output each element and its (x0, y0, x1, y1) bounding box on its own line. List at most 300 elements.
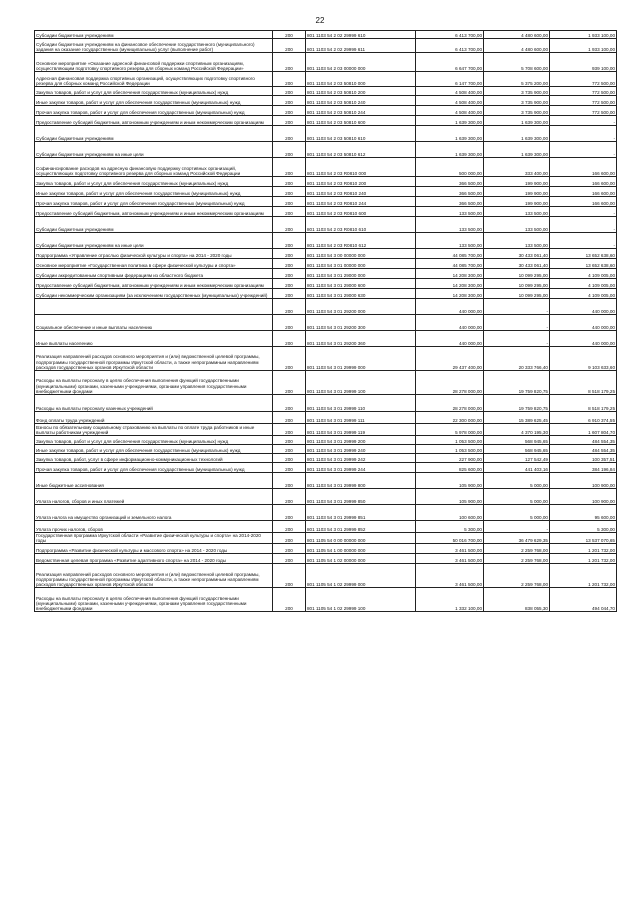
row-code-cell: 200 (273, 412, 306, 424)
row-plan-cell: 28 278 000,00 (416, 371, 484, 395)
table-row (35, 554, 617, 564)
row-code-cell: 200 (273, 39, 306, 53)
row-plan-cell: 44 085 700,00 (416, 259, 484, 269)
row-executed-cell: 10 099 295,00 (484, 269, 550, 279)
row-remaining-cell: 100 900,00 (550, 489, 617, 505)
row-remaining-cell: 5 300,00 (550, 521, 617, 533)
row-code-cell: 200 (273, 331, 306, 347)
row-plan-cell: 6 413 700,00 (416, 39, 484, 53)
row-executed-cell: 333 400,00 (484, 158, 550, 177)
row-plan-cell: 1 053 500,00 (416, 436, 484, 445)
table-row (35, 424, 617, 436)
row-plan-cell: 3 461 500,00 (416, 564, 484, 588)
row-executed-cell: - (484, 331, 550, 347)
row-name-cell: Предоставление субсидий бюджетным, автономным учреждениям и иным некоммерческим организациям (35, 116, 273, 126)
row-kbk-cell: 801 1103 54 3 01 29999 240 (306, 445, 416, 454)
row-executed-cell: 1 639 300,00 (484, 126, 550, 142)
budget-execution-table (34, 30, 617, 612)
table-row (35, 347, 617, 371)
table-row (35, 249, 617, 259)
row-code-cell: 200 (273, 233, 306, 249)
row-kbk-cell: 801 1103 54 3 01 29200 300 (306, 315, 416, 331)
table-row (35, 289, 617, 299)
row-executed-cell: - (484, 315, 550, 331)
row-plan-cell: 50 016 700,00 (416, 533, 484, 544)
row-name-cell: Государственная программа Иркутской области «Развитие физической культуры и спорта» на 2014-2020 годы (35, 533, 273, 544)
row-name-cell: Иные закупки товаров, работ и услуг для обеспечения государственных (муниципальных) нужд (35, 187, 273, 197)
row-remaining-cell: 166 600,00 (550, 158, 617, 177)
row-remaining-cell: 166 600,00 (550, 177, 617, 187)
page-number: 22 (315, 16, 325, 25)
row-kbk-cell: 801 1103 54 2 03 50810 240 (306, 96, 416, 106)
table-row (35, 505, 617, 521)
row-name-cell: Основное мероприятие «Государственная политика в сфере физической культуры и спорта» (35, 259, 273, 269)
row-kbk-cell: 801 1103 54 2 02 29999 611 (306, 39, 416, 53)
table-row (35, 454, 617, 463)
row-executed-cell: 4 480 600,00 (484, 39, 550, 53)
row-remaining-cell: - (550, 116, 617, 126)
row-plan-cell: 1 639 300,00 (416, 142, 484, 158)
row-remaining-cell: 440 000,00 (550, 299, 617, 315)
row-kbk-cell: 801 1103 54 3 01 29999 110 (306, 395, 416, 412)
table-row (35, 187, 617, 197)
row-kbk-cell: 801 1103 54 2 03 R0810 600 (306, 207, 416, 217)
row-remaining-cell: - (550, 142, 617, 158)
row-code-cell: 200 (273, 289, 306, 299)
row-kbk-cell: 801 1103 54 2 02 29999 610 (306, 31, 416, 39)
row-kbk-cell: 801 1103 54 2 03 50810 000 (306, 72, 416, 87)
row-remaining-cell: 484 554,35 (550, 445, 617, 454)
row-remaining-cell: - (550, 207, 617, 217)
row-code-cell: 200 (273, 142, 306, 158)
row-name-cell: Субсидии некоммерческим организациям (за исключением государственных (муниципальных) учреждений) (35, 289, 273, 299)
row-executed-cell: - (484, 299, 550, 315)
row-code-cell: 200 (273, 544, 306, 554)
row-plan-cell: 440 000,00 (416, 299, 484, 315)
row-code-cell: 200 (273, 554, 306, 564)
row-remaining-cell: - (550, 126, 617, 142)
row-remaining-cell: 4 109 005,00 (550, 289, 617, 299)
table-row (35, 544, 617, 554)
row-name-cell: Расходы на выплаты персоналу в целях обеспечения выполнения функций государственными (муниципальными) органами, казенными учреждениями, органами управления государственными внебюджетными фондами (35, 371, 273, 395)
row-code-cell: 200 (273, 521, 306, 533)
table-row (35, 533, 617, 544)
row-kbk-cell: 801 1103 54 2 03 R0810 610 (306, 217, 416, 233)
row-kbk-cell: 801 1103 54 3 01 29200 000 (306, 299, 416, 315)
table-row (35, 72, 617, 87)
table-row (35, 197, 617, 207)
row-remaining-cell: 772 500,00 (550, 96, 617, 106)
table-row (35, 521, 617, 533)
row-executed-cell: 19 759 820,75 (484, 371, 550, 395)
row-name-cell: Закупка товаров, работ и услуг для обеспечения государственных (муниципальных) нужд (35, 177, 273, 187)
row-executed-cell: 2 259 768,00 (484, 544, 550, 554)
row-kbk-cell: 801 1103 54 2 03 R0810 244 (306, 197, 416, 207)
table-row (35, 233, 617, 249)
table-row (35, 158, 617, 177)
row-plan-cell: 6 413 700,00 (416, 31, 484, 39)
table-row (35, 177, 617, 187)
row-code-cell: 200 (273, 53, 306, 72)
table-row (35, 53, 617, 72)
row-executed-cell: 441 403,16 (484, 463, 550, 473)
row-remaining-cell: 1 933 100,00 (550, 39, 617, 53)
row-name-cell: Социальное обеспечение и иные выплаты населению (35, 315, 273, 331)
row-remaining-cell: 440 000,00 (550, 315, 617, 331)
row-kbk-cell: 801 1103 54 3 01 29999 119 (306, 424, 416, 436)
row-kbk-cell: 801 1103 54 3 01 29999 242 (306, 454, 416, 463)
row-executed-cell: 3 735 900,00 (484, 96, 550, 106)
row-plan-cell: 227 900,00 (416, 454, 484, 463)
row-code-cell: 200 (273, 505, 306, 521)
row-plan-cell: 22 300 000,00 (416, 412, 484, 424)
row-remaining-cell: 4 109 005,00 (550, 269, 617, 279)
row-name-cell: Прочая закупка товаров, работ и услуг для обеспечения государственных (муниципальных) нужд (35, 463, 273, 473)
row-kbk-cell: 801 1103 54 3 01 29200 360 (306, 331, 416, 347)
row-code-cell: 200 (273, 299, 306, 315)
row-executed-cell: 30 433 061,40 (484, 259, 550, 269)
row-kbk-cell: 801 1103 54 3 01 29000 600 (306, 279, 416, 289)
row-plan-cell: 366 500,00 (416, 197, 484, 207)
row-code-cell: 200 (273, 473, 306, 489)
table-row (35, 126, 617, 142)
row-kbk-cell: 801 1103 54 3 01 29999 800 (306, 473, 416, 489)
row-kbk-cell: 801 1103 54 3 00 00000 000 (306, 249, 416, 259)
table-row (35, 331, 617, 347)
row-executed-cell: 4 370 195,30 (484, 424, 550, 436)
row-code-cell: 200 (273, 31, 306, 39)
row-executed-cell: - (484, 521, 550, 533)
row-code-cell: 200 (273, 489, 306, 505)
row-kbk-cell: 801 1103 54 3 01 29999 851 (306, 505, 416, 521)
table-row (35, 269, 617, 279)
row-executed-cell: 133 500,00 (484, 233, 550, 249)
row-kbk-cell: 801 1105 54 1 02 29999 100 (306, 588, 416, 612)
row-remaining-cell: 1 607 804,70 (550, 424, 617, 436)
row-name-cell: Субсидии бюджетным учреждениям (35, 126, 273, 142)
row-kbk-cell: 801 1103 54 3 01 29999 200 (306, 436, 416, 445)
row-name-cell: Субсидии аккредитованным спортивным федерациям из областного бюджета (35, 269, 273, 279)
row-remaining-cell: 100 900,00 (550, 473, 617, 489)
row-name-cell: Подпрограмма «Развитие физической культуры и массового спорта» на 2014 - 2020 годы (35, 544, 273, 554)
row-plan-cell: 1 639 300,00 (416, 116, 484, 126)
row-plan-cell: 44 085 700,00 (416, 249, 484, 259)
row-executed-cell: 199 900,00 (484, 177, 550, 187)
row-name-cell: Подпрограмма «Управление отраслью физической культуры и спорта» на 2014 - 2020 годы (35, 249, 273, 259)
row-plan-cell: 4 508 400,00 (416, 87, 484, 96)
table-row (35, 371, 617, 395)
row-plan-cell: 440 000,00 (416, 315, 484, 331)
row-code-cell: 200 (273, 454, 306, 463)
row-plan-cell: 133 500,00 (416, 217, 484, 233)
row-kbk-cell: 801 1103 54 2 03 00000 000 (306, 53, 416, 72)
row-kbk-cell: 801 1105 54 1 02 00000 000 (306, 554, 416, 564)
row-kbk-cell: 801 1103 54 3 01 00000 000 (306, 259, 416, 269)
row-code-cell: 200 (273, 197, 306, 207)
row-plan-cell: 5 978 000,00 (416, 424, 484, 436)
row-remaining-cell: 13 652 638,60 (550, 259, 617, 269)
row-plan-cell: 14 208 300,00 (416, 289, 484, 299)
row-remaining-cell: 1 933 100,00 (550, 31, 617, 39)
table-row (35, 87, 617, 96)
table-row (35, 259, 617, 269)
row-remaining-cell: 100 357,51 (550, 454, 617, 463)
row-name-cell: Субсидии бюджетным учреждениям на иные цели (35, 233, 273, 249)
row-executed-cell: 5 000,00 (484, 505, 550, 521)
table-row (35, 142, 617, 158)
row-remaining-cell: 1 201 732,00 (550, 564, 617, 588)
row-executed-cell: 15 389 625,45 (484, 412, 550, 424)
row-code-cell: 200 (273, 424, 306, 436)
table-row (35, 412, 617, 424)
row-executed-cell: 568 945,65 (484, 445, 550, 454)
row-remaining-cell: 384 196,84 (550, 463, 617, 473)
row-plan-cell: 14 208 300,00 (416, 269, 484, 279)
table-row (35, 39, 617, 53)
row-name-cell: Субсидии бюджетным учреждениям (35, 31, 273, 39)
row-executed-cell: 133 500,00 (484, 207, 550, 217)
row-code-cell: 200 (273, 436, 306, 445)
row-remaining-cell: 440 000,00 (550, 331, 617, 347)
row-code-cell: 200 (273, 72, 306, 87)
row-kbk-cell: 801 1103 54 3 01 29999 000 (306, 347, 416, 371)
row-name-cell: Основное мероприятие «Оказание адресной финансовой поддержки спортивным организациям, осуществляющим подготовку спортивного резерва для сборных команд Российской Федерации» (35, 53, 273, 72)
row-code-cell: 200 (273, 588, 306, 612)
row-name-cell: Закупка товаров, работ и услуг для обеспечения государственных (муниципальных) нужд (35, 87, 273, 96)
row-remaining-cell: 772 500,00 (550, 72, 617, 87)
row-executed-cell: 5 375 200,00 (484, 72, 550, 87)
table-row (35, 473, 617, 489)
table-row (35, 395, 617, 412)
row-executed-cell: 199 900,00 (484, 197, 550, 207)
table-row (35, 116, 617, 126)
row-plan-cell: 105 900,00 (416, 489, 484, 505)
row-plan-cell: 500 000,00 (416, 158, 484, 177)
row-remaining-cell: 4 109 005,00 (550, 279, 617, 289)
row-code-cell: 200 (273, 269, 306, 279)
row-name-cell: Предоставление субсидий бюджетным, автономным учреждениям и иным некоммерческим организациям (35, 207, 273, 217)
row-executed-cell: 127 542,49 (484, 454, 550, 463)
table-row (35, 489, 617, 505)
row-code-cell: 200 (273, 315, 306, 331)
row-name-cell: Расходы на выплаты персоналу в целях обеспечения выполнения функций государственными (муниципальными) органами, казенными учреждениями, органами управления государственными внебюджетными фондами (35, 588, 273, 612)
row-code-cell: 200 (273, 371, 306, 395)
table-row (35, 564, 617, 588)
row-executed-cell: 199 900,00 (484, 187, 550, 197)
row-code-cell: 200 (273, 158, 306, 177)
row-executed-cell: 20 333 766,40 (484, 347, 550, 371)
row-name-cell: Реализация направлений расходов основного мероприятия и (или) ведомственной целевой программы, подпрограммы государственной программы Иркутской области, а также непрограммным направлениям расходов государственных органов Иркутской области (35, 347, 273, 371)
row-executed-cell: 1 639 300,00 (484, 142, 550, 158)
row-kbk-cell: 801 1103 54 2 03 R0810 200 (306, 177, 416, 187)
row-kbk-cell: 801 1103 54 3 01 29999 244 (306, 463, 416, 473)
row-executed-cell: 1 639 300,00 (484, 116, 550, 126)
row-remaining-cell: 772 500,00 (550, 87, 617, 96)
row-plan-cell: 4 508 400,00 (416, 96, 484, 106)
row-kbk-cell: 801 1103 54 2 03 50810 612 (306, 142, 416, 158)
row-plan-cell: 825 600,00 (416, 463, 484, 473)
row-code-cell: 200 (273, 207, 306, 217)
table-row (35, 217, 617, 233)
row-name-cell: Иные закупки товаров, работ и услуг для обеспечения государственных (муниципальных) нужд (35, 96, 273, 106)
row-code-cell: 200 (273, 187, 306, 197)
row-plan-cell: 100 600,00 (416, 505, 484, 521)
row-name-cell: Закупка товаров, работ, услуг в сфере информационно-коммуникационных технологий (35, 454, 273, 463)
row-code-cell: 200 (273, 279, 306, 289)
row-remaining-cell: 8 518 179,25 (550, 395, 617, 412)
row-executed-cell: 5 000,00 (484, 473, 550, 489)
table-row (35, 315, 617, 331)
row-remaining-cell: 9 103 633,60 (550, 347, 617, 371)
row-plan-cell: 1 639 300,00 (416, 126, 484, 142)
table-row (35, 279, 617, 289)
row-plan-cell: 366 500,00 (416, 187, 484, 197)
row-name-cell: Фонд оплаты труда учреждений (35, 412, 273, 424)
row-name-cell: Взносы по обязательному социальному страхованию на выплаты по оплате труда работников и иные выплаты работникам учреждений (35, 424, 273, 436)
row-plan-cell: 28 278 000,00 (416, 395, 484, 412)
row-name-cell: Адресная финансовая поддержка спортивных организаций, осуществляющих подготовку спортивного резерва для сборных команд Российской Федерации (35, 72, 273, 87)
row-kbk-cell: 801 1105 54 1 02 29999 000 (306, 564, 416, 588)
row-executed-cell: 5 000,00 (484, 489, 550, 505)
row-plan-cell: 6 147 700,00 (416, 72, 484, 87)
row-name-cell: Уплата прочих налогов, сборов (35, 521, 273, 533)
row-code-cell: 200 (273, 533, 306, 544)
row-remaining-cell: 166 600,00 (550, 187, 617, 197)
row-name-cell: Прочая закупка товаров, работ и услуг для обеспечения государственных (муниципальных) нужд (35, 106, 273, 116)
row-kbk-cell: 801 1105 54 1 00 00000 000 (306, 544, 416, 554)
row-executed-cell: 10 099 295,00 (484, 289, 550, 299)
row-code-cell: 200 (273, 249, 306, 259)
row-plan-cell: 6 647 700,00 (416, 53, 484, 72)
row-kbk-cell: 801 1103 54 3 01 29999 111 (306, 412, 416, 424)
row-code-cell: 200 (273, 87, 306, 96)
row-executed-cell: 19 759 820,75 (484, 395, 550, 412)
row-executed-cell: 30 433 061,40 (484, 249, 550, 259)
row-plan-cell: 1 053 500,00 (416, 445, 484, 454)
row-code-cell: 200 (273, 395, 306, 412)
row-executed-cell: 2 259 768,00 (484, 554, 550, 564)
row-remaining-cell: 6 910 374,55 (550, 412, 617, 424)
row-plan-cell: 4 508 400,00 (416, 106, 484, 116)
row-name-cell: Расходы на выплаты персоналу казенных учреждений (35, 395, 273, 412)
row-executed-cell: 3 735 900,00 (484, 106, 550, 116)
row-remaining-cell: 772 500,00 (550, 106, 617, 116)
row-plan-cell: 3 461 500,00 (416, 544, 484, 554)
row-name-cell: Закупка товаров, работ и услуг для обеспечения государственных (муниципальных) нужд (35, 436, 273, 445)
row-executed-cell: 4 480 600,00 (484, 31, 550, 39)
row-name-cell: Иные выплаты населению (35, 331, 273, 347)
table-row (35, 445, 617, 454)
row-name-cell: Предоставление субсидий бюджетным, автономным учреждениям и иным некоммерческим организациям (35, 279, 273, 289)
row-remaining-cell: 494 044,70 (550, 588, 617, 612)
row-executed-cell: 10 099 295,00 (484, 279, 550, 289)
row-remaining-cell: 484 554,35 (550, 436, 617, 445)
table-row (35, 96, 617, 106)
row-kbk-cell: 801 1103 54 2 03 50810 610 (306, 126, 416, 142)
table-row (35, 463, 617, 473)
table-row (35, 207, 617, 217)
row-code-cell: 200 (273, 177, 306, 187)
row-remaining-cell: 939 100,00 (550, 53, 617, 72)
row-name-cell: Уплата налогов, сборов и иных платежей (35, 489, 273, 505)
row-kbk-cell: 801 1103 54 2 03 R0810 240 (306, 187, 416, 197)
table-row (35, 31, 617, 39)
row-kbk-cell: 801 1103 54 3 01 29000 000 (306, 269, 416, 279)
table-row (35, 299, 617, 315)
row-remaining-cell: - (550, 217, 617, 233)
row-remaining-cell: 1 201 732,00 (550, 544, 617, 554)
row-name-cell: Реализация направлений расходов основного мероприятия и (или) ведомственной целевой программы, подпрограммы государственной программы Иркутской области, а также непрограммным направлениям расходов государственных органов Иркутской области (35, 564, 273, 588)
row-remaining-cell: 13 537 070,65 (550, 533, 617, 544)
row-code-cell: 200 (273, 564, 306, 588)
row-kbk-cell: 801 1103 54 3 01 29999 850 (306, 489, 416, 505)
row-executed-cell: 2 259 768,00 (484, 564, 550, 588)
table-row (35, 588, 617, 612)
row-code-cell: 200 (273, 116, 306, 126)
row-name-cell: Субсидии бюджетным учреждениям на финансовое обеспечение государственного (муниципального) задания на оказание государственных (муниципальных) услуг (выполнение работ) (35, 39, 273, 53)
row-executed-cell: 133 500,00 (484, 217, 550, 233)
row-remaining-cell: 95 600,00 (550, 505, 617, 521)
row-name-cell: Иные закупки товаров, работ и услуг для обеспечения государственных (муниципальных) нужд (35, 445, 273, 454)
row-name-cell: Ведомственная целевая программа «Развитие адаптивного спорта» на 2014 - 2020 годы (35, 554, 273, 564)
row-name-cell: Иные бюджетные ассигнования (35, 473, 273, 489)
row-code-cell: 200 (273, 463, 306, 473)
row-kbk-cell: 801 1103 54 2 03 50810 200 (306, 87, 416, 96)
row-plan-cell: 366 500,00 (416, 177, 484, 187)
row-code-cell: 200 (273, 259, 306, 269)
row-code-cell: 200 (273, 106, 306, 116)
row-remaining-cell: 166 600,00 (550, 197, 617, 207)
row-plan-cell: 440 000,00 (416, 331, 484, 347)
row-kbk-cell: 801 1103 54 2 03 R0810 000 (306, 158, 416, 177)
row-plan-cell: 5 300,00 (416, 521, 484, 533)
row-kbk-cell: 801 1103 54 2 03 50810 600 (306, 116, 416, 126)
row-code-cell: 200 (273, 217, 306, 233)
row-remaining-cell: 13 652 638,60 (550, 249, 617, 259)
row-kbk-cell: 801 1103 54 3 01 29999 100 (306, 371, 416, 395)
row-kbk-cell: 801 1103 54 2 03 50810 244 (306, 106, 416, 116)
row-plan-cell: 105 900,00 (416, 473, 484, 489)
row-plan-cell: 14 208 300,00 (416, 279, 484, 289)
row-name-cell: Уплата налога на имущество организаций и земельного налога (35, 505, 273, 521)
row-executed-cell: 36 479 629,35 (484, 533, 550, 544)
row-plan-cell: 133 500,00 (416, 233, 484, 249)
row-plan-cell: 29 437 400,00 (416, 347, 484, 371)
row-remaining-cell: - (550, 233, 617, 249)
row-plan-cell: 133 500,00 (416, 207, 484, 217)
row-kbk-cell: 801 1105 54 0 00 00000 000 (306, 533, 416, 544)
row-remaining-cell: 1 201 732,00 (550, 554, 617, 564)
row-name-cell: Субсидии бюджетным учреждениям на иные цели (35, 142, 273, 158)
row-code-cell: 200 (273, 445, 306, 454)
row-executed-cell: 568 945,65 (484, 436, 550, 445)
row-executed-cell: 5 708 600,00 (484, 53, 550, 72)
table-row (35, 436, 617, 445)
row-kbk-cell: 801 1103 54 3 01 29999 852 (306, 521, 416, 533)
row-code-cell: 200 (273, 347, 306, 371)
row-name-cell: Софинансирование расходов на адресную финансовую поддержку спортивных организаций, осуществляющих подготовку спортивного резерва для сборных команд Российской Федерации (35, 158, 273, 177)
row-code-cell: 200 (273, 96, 306, 106)
row-plan-cell: 3 461 500,00 (416, 554, 484, 564)
row-remaining-cell: 8 518 179,25 (550, 371, 617, 395)
row-executed-cell: 3 735 900,00 (484, 87, 550, 96)
row-name-cell: Субсидии бюджетным учреждениям (35, 217, 273, 233)
row-name-cell: Прочая закупка товаров, работ и услуг для обеспечения государственных (муниципальных) нужд (35, 197, 273, 207)
table-row (35, 106, 617, 116)
row-code-cell: 200 (273, 126, 306, 142)
row-kbk-cell: 801 1103 54 3 01 29000 630 (306, 289, 416, 299)
row-name-cell (35, 299, 273, 315)
